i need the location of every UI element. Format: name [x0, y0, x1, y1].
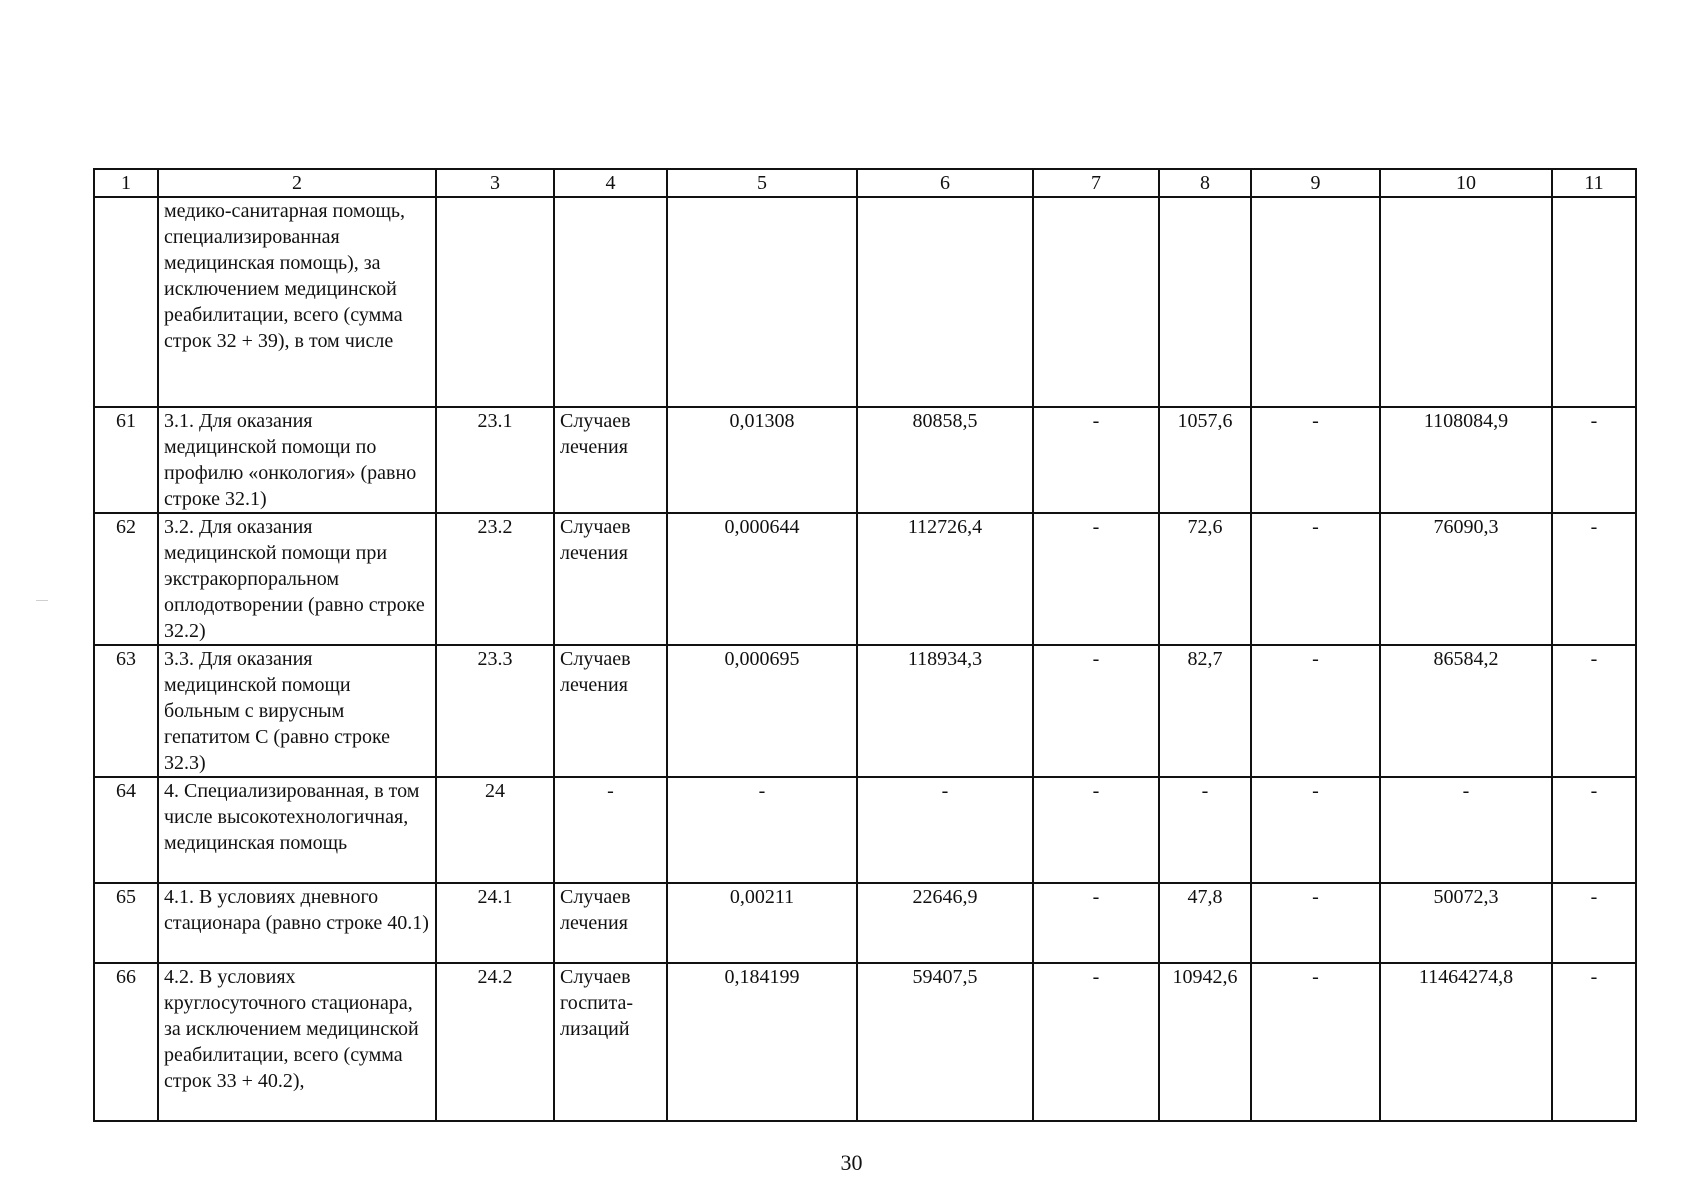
value-col-10: 86584,2	[1380, 645, 1552, 777]
row-code: 24.1	[436, 883, 554, 963]
value-col-8: 1057,6	[1159, 407, 1251, 513]
value-col-10	[1380, 197, 1552, 407]
table-row	[94, 777, 1636, 883]
value-col-5: -	[667, 777, 857, 883]
indicator-name: 3.3. Для оказания медицинской помощи больным с вирусным гепатитом С (равно строке 32.3)	[158, 645, 436, 777]
row-number: 66	[94, 963, 158, 1121]
table-row	[94, 645, 1636, 777]
indicator-name: 4. Специализированная, в том числе высокотехнологичная, медицинская помощь	[158, 777, 436, 883]
value-col-11	[1552, 197, 1636, 407]
indicator-name: 4.2. В условиях круглосуточного стационара, за исключением медицинской реабилитации, всего (сумма строк 33 + 40.2),	[158, 963, 436, 1121]
row-number: 65	[94, 883, 158, 963]
value-col-7: -	[1033, 777, 1159, 883]
column-header: 5	[667, 169, 857, 197]
table-row	[94, 883, 1636, 963]
value-col-5	[667, 197, 857, 407]
value-col-6: 80858,5	[857, 407, 1033, 513]
value-col-8: 72,6	[1159, 513, 1251, 645]
column-header: 2	[158, 169, 436, 197]
column-header: 1	[94, 169, 158, 197]
row-code: 24.2	[436, 963, 554, 1121]
row-code: 23.1	[436, 407, 554, 513]
value-col-6: 112726,4	[857, 513, 1033, 645]
value-col-7: -	[1033, 407, 1159, 513]
row-number: 63	[94, 645, 158, 777]
value-col-7	[1033, 197, 1159, 407]
unit-of-measure: Случаев лечения	[554, 513, 667, 645]
value-col-5: 0,00211	[667, 883, 857, 963]
unit-of-measure: Случаев лечения	[554, 883, 667, 963]
indicator-name: 3.2. Для оказания медицинской помощи при экстракорпоральном оплодотворении (равно строке 32.2)	[158, 513, 436, 645]
column-header: 6	[857, 169, 1033, 197]
value-col-8: -	[1159, 777, 1251, 883]
row-code	[436, 197, 554, 407]
value-col-9: -	[1251, 407, 1380, 513]
value-col-11: -	[1552, 963, 1636, 1121]
column-header: 7	[1033, 169, 1159, 197]
unit-of-measure: Случаев госпита-лизаций	[554, 963, 667, 1121]
unit-of-measure: Случаев лечения	[554, 407, 667, 513]
indicator-name: 3.1. Для оказания медицинской помощи по профилю «онкология» (равно строке 32.1)	[158, 407, 436, 513]
row-number: 61	[94, 407, 158, 513]
value-col-9	[1251, 197, 1380, 407]
value-col-6: 118934,3	[857, 645, 1033, 777]
value-col-11: -	[1552, 883, 1636, 963]
column-header: 3	[436, 169, 554, 197]
value-col-5: 0,184199	[667, 963, 857, 1121]
value-col-8: 82,7	[1159, 645, 1251, 777]
value-col-9: -	[1251, 963, 1380, 1121]
value-col-8: 47,8	[1159, 883, 1251, 963]
value-col-10: 11464274,8	[1380, 963, 1552, 1121]
value-col-11: -	[1552, 645, 1636, 777]
unit-of-measure: -	[554, 777, 667, 883]
unit-of-measure	[554, 197, 667, 407]
row-code: 24	[436, 777, 554, 883]
value-col-10: 50072,3	[1380, 883, 1552, 963]
table-row	[94, 513, 1636, 645]
column-header: 10	[1380, 169, 1552, 197]
value-col-7: -	[1033, 883, 1159, 963]
value-col-5: 0,000644	[667, 513, 857, 645]
value-col-8	[1159, 197, 1251, 407]
column-header: 11	[1552, 169, 1636, 197]
row-code: 23.3	[436, 645, 554, 777]
value-col-9: -	[1251, 645, 1380, 777]
value-col-11: -	[1552, 407, 1636, 513]
value-col-11: -	[1552, 513, 1636, 645]
table-row	[94, 963, 1636, 1121]
value-col-9: -	[1251, 777, 1380, 883]
column-number-row	[94, 169, 1636, 197]
value-col-8: 10942,6	[1159, 963, 1251, 1121]
value-col-7: -	[1033, 963, 1159, 1121]
value-col-6: -	[857, 777, 1033, 883]
value-col-6	[857, 197, 1033, 407]
value-col-9: -	[1251, 513, 1380, 645]
column-header: 4	[554, 169, 667, 197]
table-row	[94, 407, 1636, 513]
value-col-9: -	[1251, 883, 1380, 963]
column-header: 9	[1251, 169, 1380, 197]
column-header: 8	[1159, 169, 1251, 197]
value-col-11: -	[1552, 777, 1636, 883]
value-col-10: 1108084,9	[1380, 407, 1552, 513]
indicator-name: 4.1. В условиях дневного стационара (равно строке 40.1)	[158, 883, 436, 963]
scan-artifact	[36, 600, 48, 601]
table-row	[94, 197, 1636, 407]
row-number: 64	[94, 777, 158, 883]
row-number	[94, 197, 158, 407]
value-col-10: -	[1380, 777, 1552, 883]
row-number: 62	[94, 513, 158, 645]
data-table	[93, 168, 1637, 1122]
value-col-6: 59407,5	[857, 963, 1033, 1121]
indicator-name: медико-санитарная помощь, специализированная медицинская помощь), за исключением медицинской реабилитации, всего (сумма строк 32 + 39), в том числе	[158, 197, 436, 407]
value-col-6: 22646,9	[857, 883, 1033, 963]
page-number: 30	[840, 1150, 863, 1175]
value-col-5: 0,000695	[667, 645, 857, 777]
value-col-7: -	[1033, 513, 1159, 645]
value-col-10: 76090,3	[1380, 513, 1552, 645]
value-col-5: 0,01308	[667, 407, 857, 513]
value-col-7: -	[1033, 645, 1159, 777]
unit-of-measure: Случаев лечения	[554, 645, 667, 777]
row-code: 23.2	[436, 513, 554, 645]
